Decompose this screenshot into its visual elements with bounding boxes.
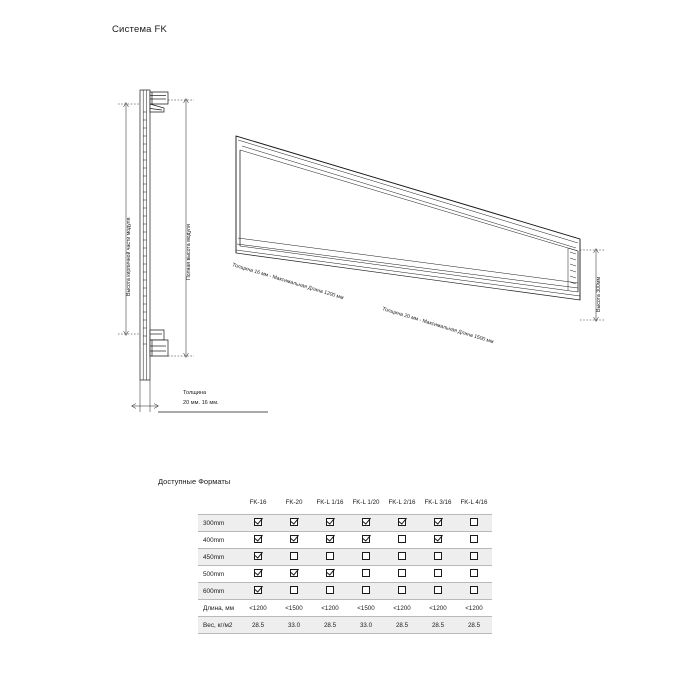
table-row (198, 617, 492, 634)
row-label: Вес, кг/м2 (198, 617, 240, 634)
value-cell: 28.5 (384, 617, 420, 634)
checkbox-cell-empty (312, 583, 348, 600)
profile-bottom-bracket (150, 330, 168, 356)
row-label: 500mm (198, 566, 240, 583)
checkbox-cell-empty (384, 566, 420, 583)
checkbox-cell-empty (276, 549, 312, 566)
col-header-fk-l-1-16: FK-L 1/16 (312, 492, 348, 515)
table-row (198, 583, 492, 600)
table-body (198, 515, 492, 634)
checkbox-cell-empty (456, 515, 492, 532)
checkbox-empty-icon[interactable] (362, 586, 370, 594)
checkbox-cell-checked (312, 566, 348, 583)
value-cell: <1200 (240, 600, 276, 617)
value-cell: 33.0 (276, 617, 312, 634)
checkbox-cell-checked (276, 515, 312, 532)
checkbox-cell-checked (420, 515, 456, 532)
formats-title: Доступные Форматы (158, 477, 231, 486)
checkbox-checked-icon[interactable] (434, 535, 442, 543)
col-header-fk-l-1-20: FK-L 1/20 (348, 492, 384, 515)
checkbox-checked-icon[interactable] (326, 569, 334, 577)
checkbox-empty-icon[interactable] (326, 552, 334, 560)
checkbox-cell-empty (384, 583, 420, 600)
checkbox-cell-empty (456, 566, 492, 583)
label-thickness-caption: Толщина (183, 390, 207, 396)
table-row (198, 549, 492, 566)
checkbox-cell-checked (312, 532, 348, 549)
checkbox-checked-icon[interactable] (362, 518, 370, 526)
col-header-fk-20: FK-20 (276, 492, 312, 515)
panel-isometric (236, 136, 604, 322)
checkbox-cell-checked (276, 566, 312, 583)
value-cell: 33.0 (348, 617, 384, 634)
checkbox-cell-checked (240, 583, 276, 600)
checkbox-checked-icon[interactable] (254, 569, 262, 577)
checkbox-empty-icon[interactable] (434, 586, 442, 594)
checkbox-cell-checked (348, 532, 384, 549)
checkbox-cell-empty (456, 532, 492, 549)
checkbox-checked-icon[interactable] (434, 518, 442, 526)
checkbox-empty-icon[interactable] (434, 569, 442, 577)
label-panel-side-height: Высота 300мм (596, 276, 602, 312)
label-panel-height: Высота кирпичной части модуля (126, 217, 132, 296)
checkbox-checked-icon[interactable] (254, 535, 262, 543)
value-cell: <1200 (456, 600, 492, 617)
checkbox-checked-icon[interactable] (290, 535, 298, 543)
label-full-height: Полная высота модуля (186, 224, 192, 280)
table-row (198, 515, 492, 532)
checkbox-cell-empty (348, 566, 384, 583)
checkbox-checked-icon[interactable] (254, 552, 262, 560)
checkbox-checked-icon[interactable] (326, 535, 334, 543)
checkbox-cell-checked (276, 532, 312, 549)
checkbox-empty-icon[interactable] (470, 535, 478, 543)
col-header-fk-l-2-16: FK-L 2/16 (384, 492, 420, 515)
checkbox-cell-empty (420, 566, 456, 583)
checkbox-cell-empty (456, 549, 492, 566)
checkbox-empty-icon[interactable] (470, 552, 478, 560)
checkbox-cell-empty (420, 549, 456, 566)
checkbox-empty-icon[interactable] (434, 552, 442, 560)
checkbox-cell-empty (420, 583, 456, 600)
table-row (198, 532, 492, 549)
value-cell: 28.5 (240, 617, 276, 634)
checkbox-empty-icon[interactable] (290, 552, 298, 560)
value-cell: <1500 (276, 600, 312, 617)
row-label: 400mm (198, 532, 240, 549)
checkbox-cell-checked (240, 549, 276, 566)
row-label: 600mm (198, 583, 240, 600)
value-cell: 28.5 (456, 617, 492, 634)
checkbox-cell-empty (276, 583, 312, 600)
table-row (198, 566, 492, 583)
checkbox-empty-icon[interactable] (398, 569, 406, 577)
checkbox-cell-checked (312, 515, 348, 532)
checkbox-empty-icon[interactable] (362, 569, 370, 577)
checkbox-checked-icon[interactable] (254, 518, 262, 526)
checkbox-cell-empty (456, 583, 492, 600)
row-label: 450mm (198, 549, 240, 566)
formats-table (198, 492, 492, 634)
value-cell: 28.5 (312, 617, 348, 634)
value-cell: <1200 (420, 600, 456, 617)
checkbox-cell-empty (348, 549, 384, 566)
table-corner-cell (198, 492, 240, 515)
checkbox-checked-icon[interactable] (326, 518, 334, 526)
checkbox-empty-icon[interactable] (398, 552, 406, 560)
checkbox-checked-icon[interactable] (398, 518, 406, 526)
checkbox-cell-empty (348, 583, 384, 600)
row-label: 300mm (198, 515, 240, 532)
checkbox-cell-empty (384, 532, 420, 549)
value-cell: <1200 (312, 600, 348, 617)
dim-thickness (132, 380, 159, 412)
checkbox-empty-icon[interactable] (326, 586, 334, 594)
checkbox-empty-icon[interactable] (470, 586, 478, 594)
checkbox-checked-icon[interactable] (290, 518, 298, 526)
checkbox-cell-checked (348, 515, 384, 532)
checkbox-checked-icon[interactable] (362, 535, 370, 543)
profile-top-bracket (150, 92, 168, 112)
value-cell: <1500 (348, 600, 384, 617)
table-header-row (198, 492, 492, 515)
checkbox-cell-checked (240, 566, 276, 583)
label-spec-20mm: Толщина 20 мм - Максимальная Длина 1500 мм (381, 306, 495, 346)
checkbox-empty-icon[interactable] (362, 552, 370, 560)
checkbox-checked-icon[interactable] (290, 569, 298, 577)
checkbox-cell-checked (384, 515, 420, 532)
checkbox-empty-icon[interactable] (398, 586, 406, 594)
checkbox-checked-icon[interactable] (254, 586, 262, 594)
checkbox-empty-icon[interactable] (470, 518, 478, 526)
label-thickness-values: 20 мм. 16 мм. (183, 400, 219, 406)
checkbox-cell-empty (384, 549, 420, 566)
row-label: Длина, мм (198, 600, 240, 617)
checkbox-cell-checked (420, 532, 456, 549)
checkbox-empty-icon[interactable] (470, 569, 478, 577)
page-title: Система FK (112, 24, 168, 35)
checkbox-empty-icon[interactable] (398, 535, 406, 543)
checkbox-empty-icon[interactable] (290, 586, 298, 594)
checkbox-cell-checked (240, 515, 276, 532)
value-cell: <1200 (384, 600, 420, 617)
checkbox-cell-checked (240, 532, 276, 549)
value-cell: 28.5 (420, 617, 456, 634)
col-header-fk-16: FK-16 (240, 492, 276, 515)
table-row (198, 600, 492, 617)
label-spec-16mm: Толщина 16 мм - Максимальная Длина 1200 мм (231, 262, 345, 302)
col-header-fk-l-4-16: FK-L 4/16 (456, 492, 492, 515)
checkbox-cell-empty (312, 549, 348, 566)
col-header-fk-l-3-16: FK-L 3/16 (420, 492, 456, 515)
